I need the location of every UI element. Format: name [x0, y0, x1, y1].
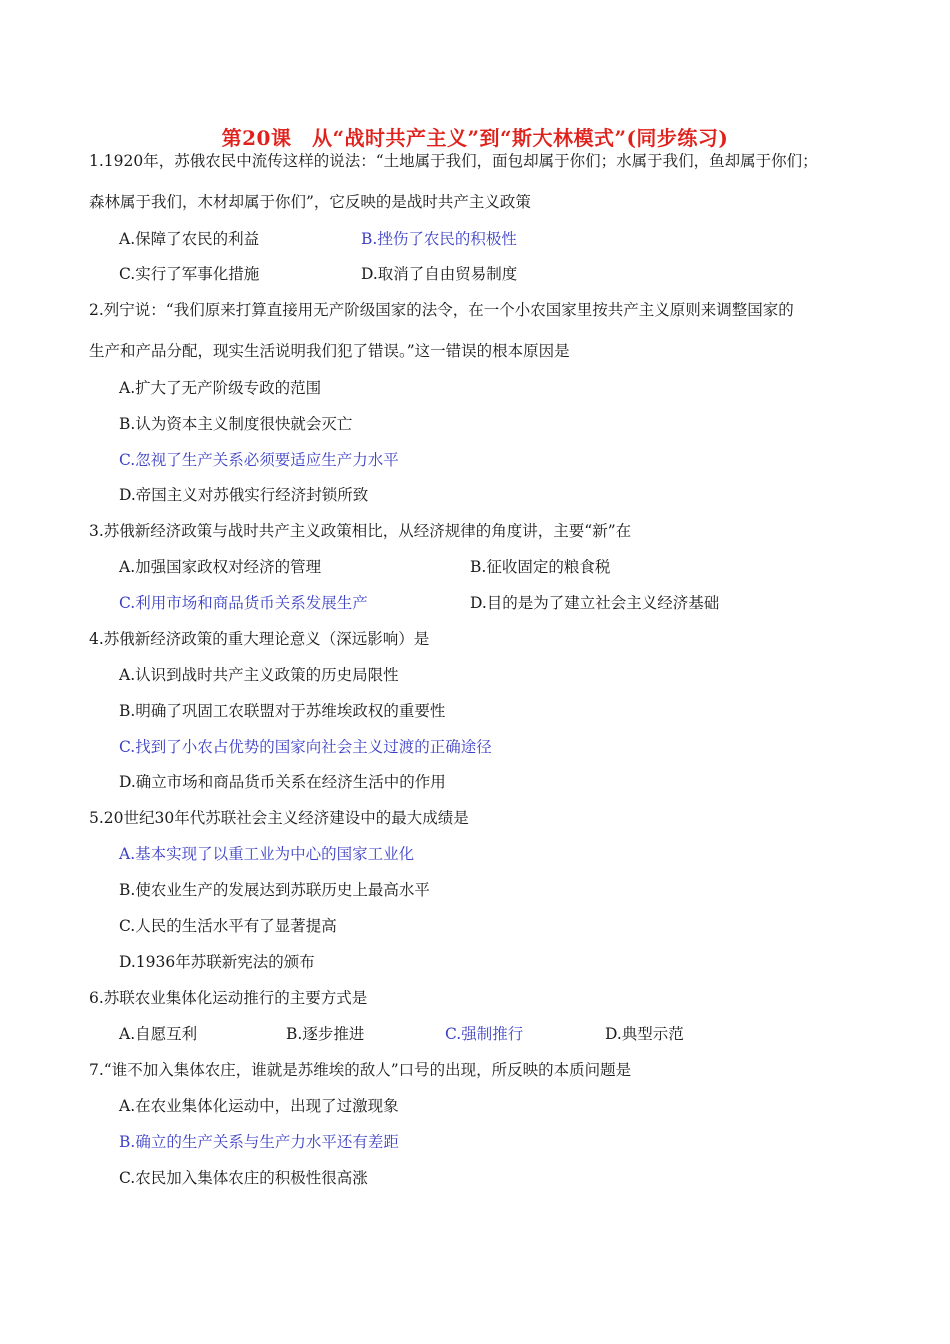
- question-2-option-a: A.扩大了无产阶级专政的范围: [119, 379, 322, 397]
- question-2-option-c: C.忽视了生产关系必须要适应生产力水平: [119, 451, 399, 469]
- question-1-option-a: A.保障了农民的利益: [119, 230, 260, 248]
- question-1-option-c: C.实行了军事化措施: [119, 265, 260, 283]
- question-1-stem-line-2: 森林属于我们，木材却属于你们”，它反映的是战时共产主义政策: [89, 193, 531, 211]
- question-3-option-b: B.征收固定的粮食税: [470, 558, 611, 576]
- question-7-option-b: B.确立的生产关系与生产力水平还有差距: [119, 1133, 399, 1151]
- question-1-stem-line-1: 1.1920年，苏俄农民中流传这样的说法：“土地属于我们，面包却属于你们；水属于我们，鱼却属于你们；: [89, 152, 818, 170]
- question-4-option-b: B.明确了巩固工农联盟对于苏维埃政权的重要性: [119, 702, 446, 720]
- question-3-stem: 3.苏俄新经济政策与战时共产主义政策相比，从经济规律的角度讲，主要“新”在: [89, 522, 632, 540]
- question-2-option-b: B.认为资本主义制度很快就会灭亡: [119, 415, 353, 433]
- question-4-option-a: A.认识到战时共产主义政策的历史局限性: [119, 666, 399, 684]
- question-7-option-c: C.农民加入集体农庄的积极性很高涨: [119, 1169, 368, 1187]
- question-5-option-a: A.基本实现了以重工业为中心的国家工业化: [119, 845, 415, 863]
- question-5-stem: 5.20世纪30年代苏联社会主义经济建设中的最大成绩是: [89, 809, 469, 827]
- question-1-option-d: D.取消了自由贸易制度: [361, 265, 518, 283]
- page-title: 第20课 从“战时共产主义”到“斯大林模式”(同步练习): [221, 126, 729, 150]
- question-5-option-c: C.人民的生活水平有了显著提高: [119, 917, 337, 935]
- question-2-stem-line-2: 生产和产品分配，现实生活说明我们犯了错误。”这一错误的根本原因是: [89, 342, 570, 360]
- question-3-option-d: D.目的是为了建立社会主义经济基础: [470, 594, 720, 612]
- question-6-option-d: D.典型示范: [605, 1025, 684, 1043]
- question-1-option-b: B.挫伤了农民的积极性: [361, 230, 517, 248]
- question-3-option-a: A.加强国家政权对经济的管理: [119, 558, 322, 576]
- question-4-option-c: C.找到了小农占优势的国家向社会主义过渡的正确途径: [119, 738, 492, 756]
- question-6-option-c: C.强制推行: [445, 1025, 524, 1043]
- question-2-option-d: D.帝国主义对苏俄实行经济封锁所致: [119, 486, 369, 504]
- question-3-option-c: C.利用市场和商品货币关系发展生产: [119, 594, 368, 612]
- question-7-option-a: A.在农业集体化运动中，出现了过激现象: [119, 1097, 399, 1115]
- question-4-option-d: D.确立市场和商品货币关系在经济生活中的作用: [119, 773, 446, 791]
- question-6-stem: 6.苏联农业集体化运动推行的主要方式是: [89, 989, 368, 1007]
- question-7-stem: 7.“谁不加入集体农庄，谁就是苏维埃的敌人”口号的出现，所反映的本质问题是: [89, 1061, 632, 1079]
- question-5-option-b: B.使农业生产的发展达到苏联历史上最高水平: [119, 881, 430, 899]
- question-6-option-a: A.自愿互利: [119, 1025, 198, 1043]
- question-5-option-d: D.1936年苏联新宪法的颁布: [119, 953, 315, 971]
- question-2-stem-line-1: 2.列宁说：“我们原来打算直接用无产阶级国家的法令，在一个小农国家里按共产主义原则来调整国家的: [89, 301, 794, 319]
- question-4-stem: 4.苏俄新经济政策的重大理论意义（深远影响）是: [89, 630, 430, 648]
- question-6-option-b: B.逐步推进: [286, 1025, 365, 1043]
